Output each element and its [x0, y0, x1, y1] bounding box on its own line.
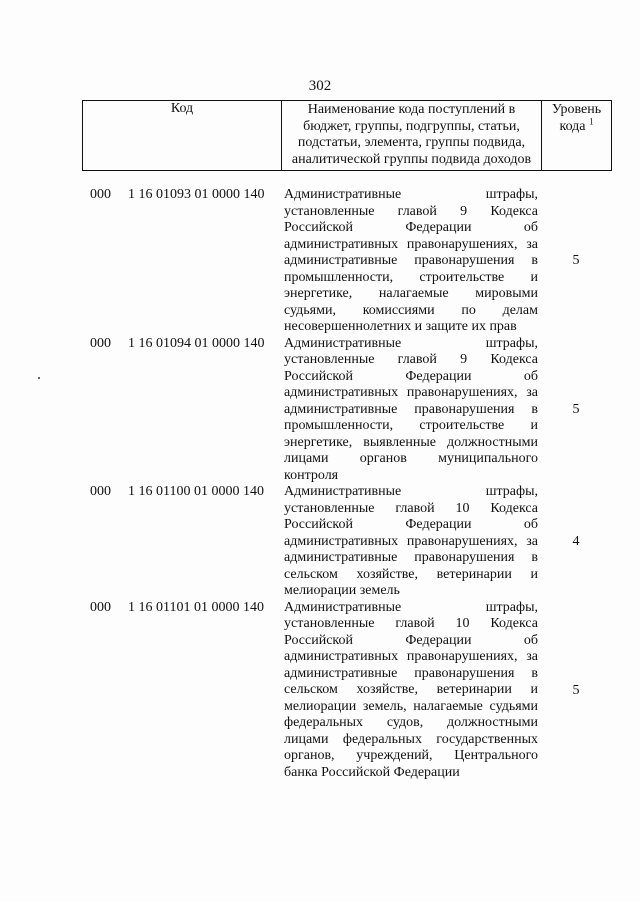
income-name-line: административные правонарушения в	[284, 253, 538, 268]
income-code-row	[0, 600, 640, 782]
income-name-line: сельском хозяйстве, ветеринарии и	[284, 566, 538, 582]
code-level: 5	[572, 253, 580, 268]
income-name-line: несовершеннолетних и защите их прав	[284, 319, 517, 334]
income-name-line: Российской Федерации об	[284, 632, 538, 648]
header-level-line1: Уровень	[551, 102, 602, 117]
income-name-line: административные правонарушения в	[284, 665, 538, 681]
code-cell	[90, 187, 265, 204]
income-name-line: административных правонарушениях, за	[284, 236, 538, 252]
header-level-cell	[542, 101, 612, 171]
income-name-line: органов, учреждений, Центрального	[284, 748, 538, 763]
page-number: 302	[308, 78, 332, 94]
income-name-line: административные правонарушения в	[284, 550, 538, 565]
header-table	[82, 100, 612, 171]
income-name-line: федеральных судов, должностными	[284, 715, 538, 730]
income-name-line: энергетике, налагаемые мировыми	[284, 286, 538, 301]
header-code-label: Код	[170, 101, 194, 116]
header-level-footnote: 1	[589, 115, 594, 126]
income-name-line: контроля	[284, 467, 339, 483]
header-name-line: бюджет, группы, подгруппы, статьи,	[303, 118, 520, 134]
scan-speck	[38, 377, 40, 379]
header-code-cell	[83, 101, 282, 171]
income-name-line: административных правонарушениях, за	[284, 385, 538, 400]
income-name-line: Административные штрафы,	[284, 599, 538, 615]
header-name-line: Наименование кода поступлений в	[307, 102, 516, 117]
income-name	[284, 336, 538, 485]
income-name-line: Административные штрафы,	[284, 335, 538, 351]
income-name-line: Российской Федерации об	[284, 368, 538, 384]
income-code-list	[0, 187, 640, 781]
budget-classification-code: 1 16 01101 01 0000 140	[128, 599, 264, 615]
income-name-line: установленные главой 9 Кодекса	[284, 352, 538, 367]
income-name-line: административных правонарушениях, за	[284, 533, 538, 549]
income-code-row	[0, 187, 640, 336]
income-name-line: установленные главой 10 Кодекса	[284, 500, 538, 516]
header-name-line: аналитической группы подвида доходов	[291, 151, 532, 167]
income-name-line: Российской Федерации об	[284, 517, 538, 532]
income-name-line: установленные главой 10 Кодекса	[284, 616, 538, 631]
code-level: 4	[572, 534, 580, 549]
income-name-line: установленные главой 9 Кодекса	[284, 203, 538, 219]
code-cell	[90, 484, 264, 501]
budget-classification-code: 1 16 01100 01 0000 140	[128, 484, 264, 499]
income-name-line: судьями, комиссиями по делам	[284, 302, 538, 318]
income-name	[284, 484, 538, 600]
admin-code: 000	[90, 335, 111, 351]
income-name-line: Российской Федерации об	[284, 220, 538, 235]
admin-code: 000	[90, 599, 111, 615]
income-name-line: сельском хозяйстве, ветеринарии и	[284, 682, 538, 697]
income-name-line: мелиорации земель	[284, 583, 400, 598]
income-name-line: административные правонарушения в	[284, 401, 538, 417]
income-name-line: промышленности, строительстве и	[284, 418, 538, 433]
admin-code: 000	[90, 484, 111, 499]
income-name-line: Административные штрафы,	[284, 484, 538, 499]
income-name-line: административных правонарушениях, за	[284, 649, 538, 664]
header-name-text	[282, 101, 541, 170]
code-level: 5	[572, 682, 580, 698]
code-level: 5	[572, 401, 580, 417]
income-name	[284, 187, 538, 336]
header-level-text	[542, 101, 611, 135]
header-name-cell	[282, 101, 542, 171]
code-cell	[90, 600, 264, 617]
budget-classification-code: 1 16 01094 01 0000 140	[128, 335, 265, 351]
income-name-line: мелиорации земель, налагаемые судьями	[284, 698, 538, 714]
header-name-line: подстатьи, элемента, группы подвида,	[297, 135, 526, 150]
income-name-line: лицами федеральных государственных	[284, 731, 538, 747]
income-code-row	[0, 336, 640, 485]
income-name-line: промышленности, строительстве и	[284, 269, 538, 285]
income-name-line: банка Российской Федерации	[284, 764, 460, 780]
income-code-row	[0, 484, 640, 600]
code-cell	[90, 336, 265, 353]
income-name-line: лицами органов муниципального	[284, 451, 538, 466]
income-name-line: Административные штрафы,	[284, 187, 538, 202]
budget-classification-code: 1 16 01093 01 0000 140	[128, 187, 265, 202]
income-name-line: энергетике, выявленные должностными	[284, 434, 538, 450]
income-name	[284, 600, 538, 782]
header-level-line2: кода	[559, 118, 586, 134]
admin-code: 000	[90, 187, 111, 202]
